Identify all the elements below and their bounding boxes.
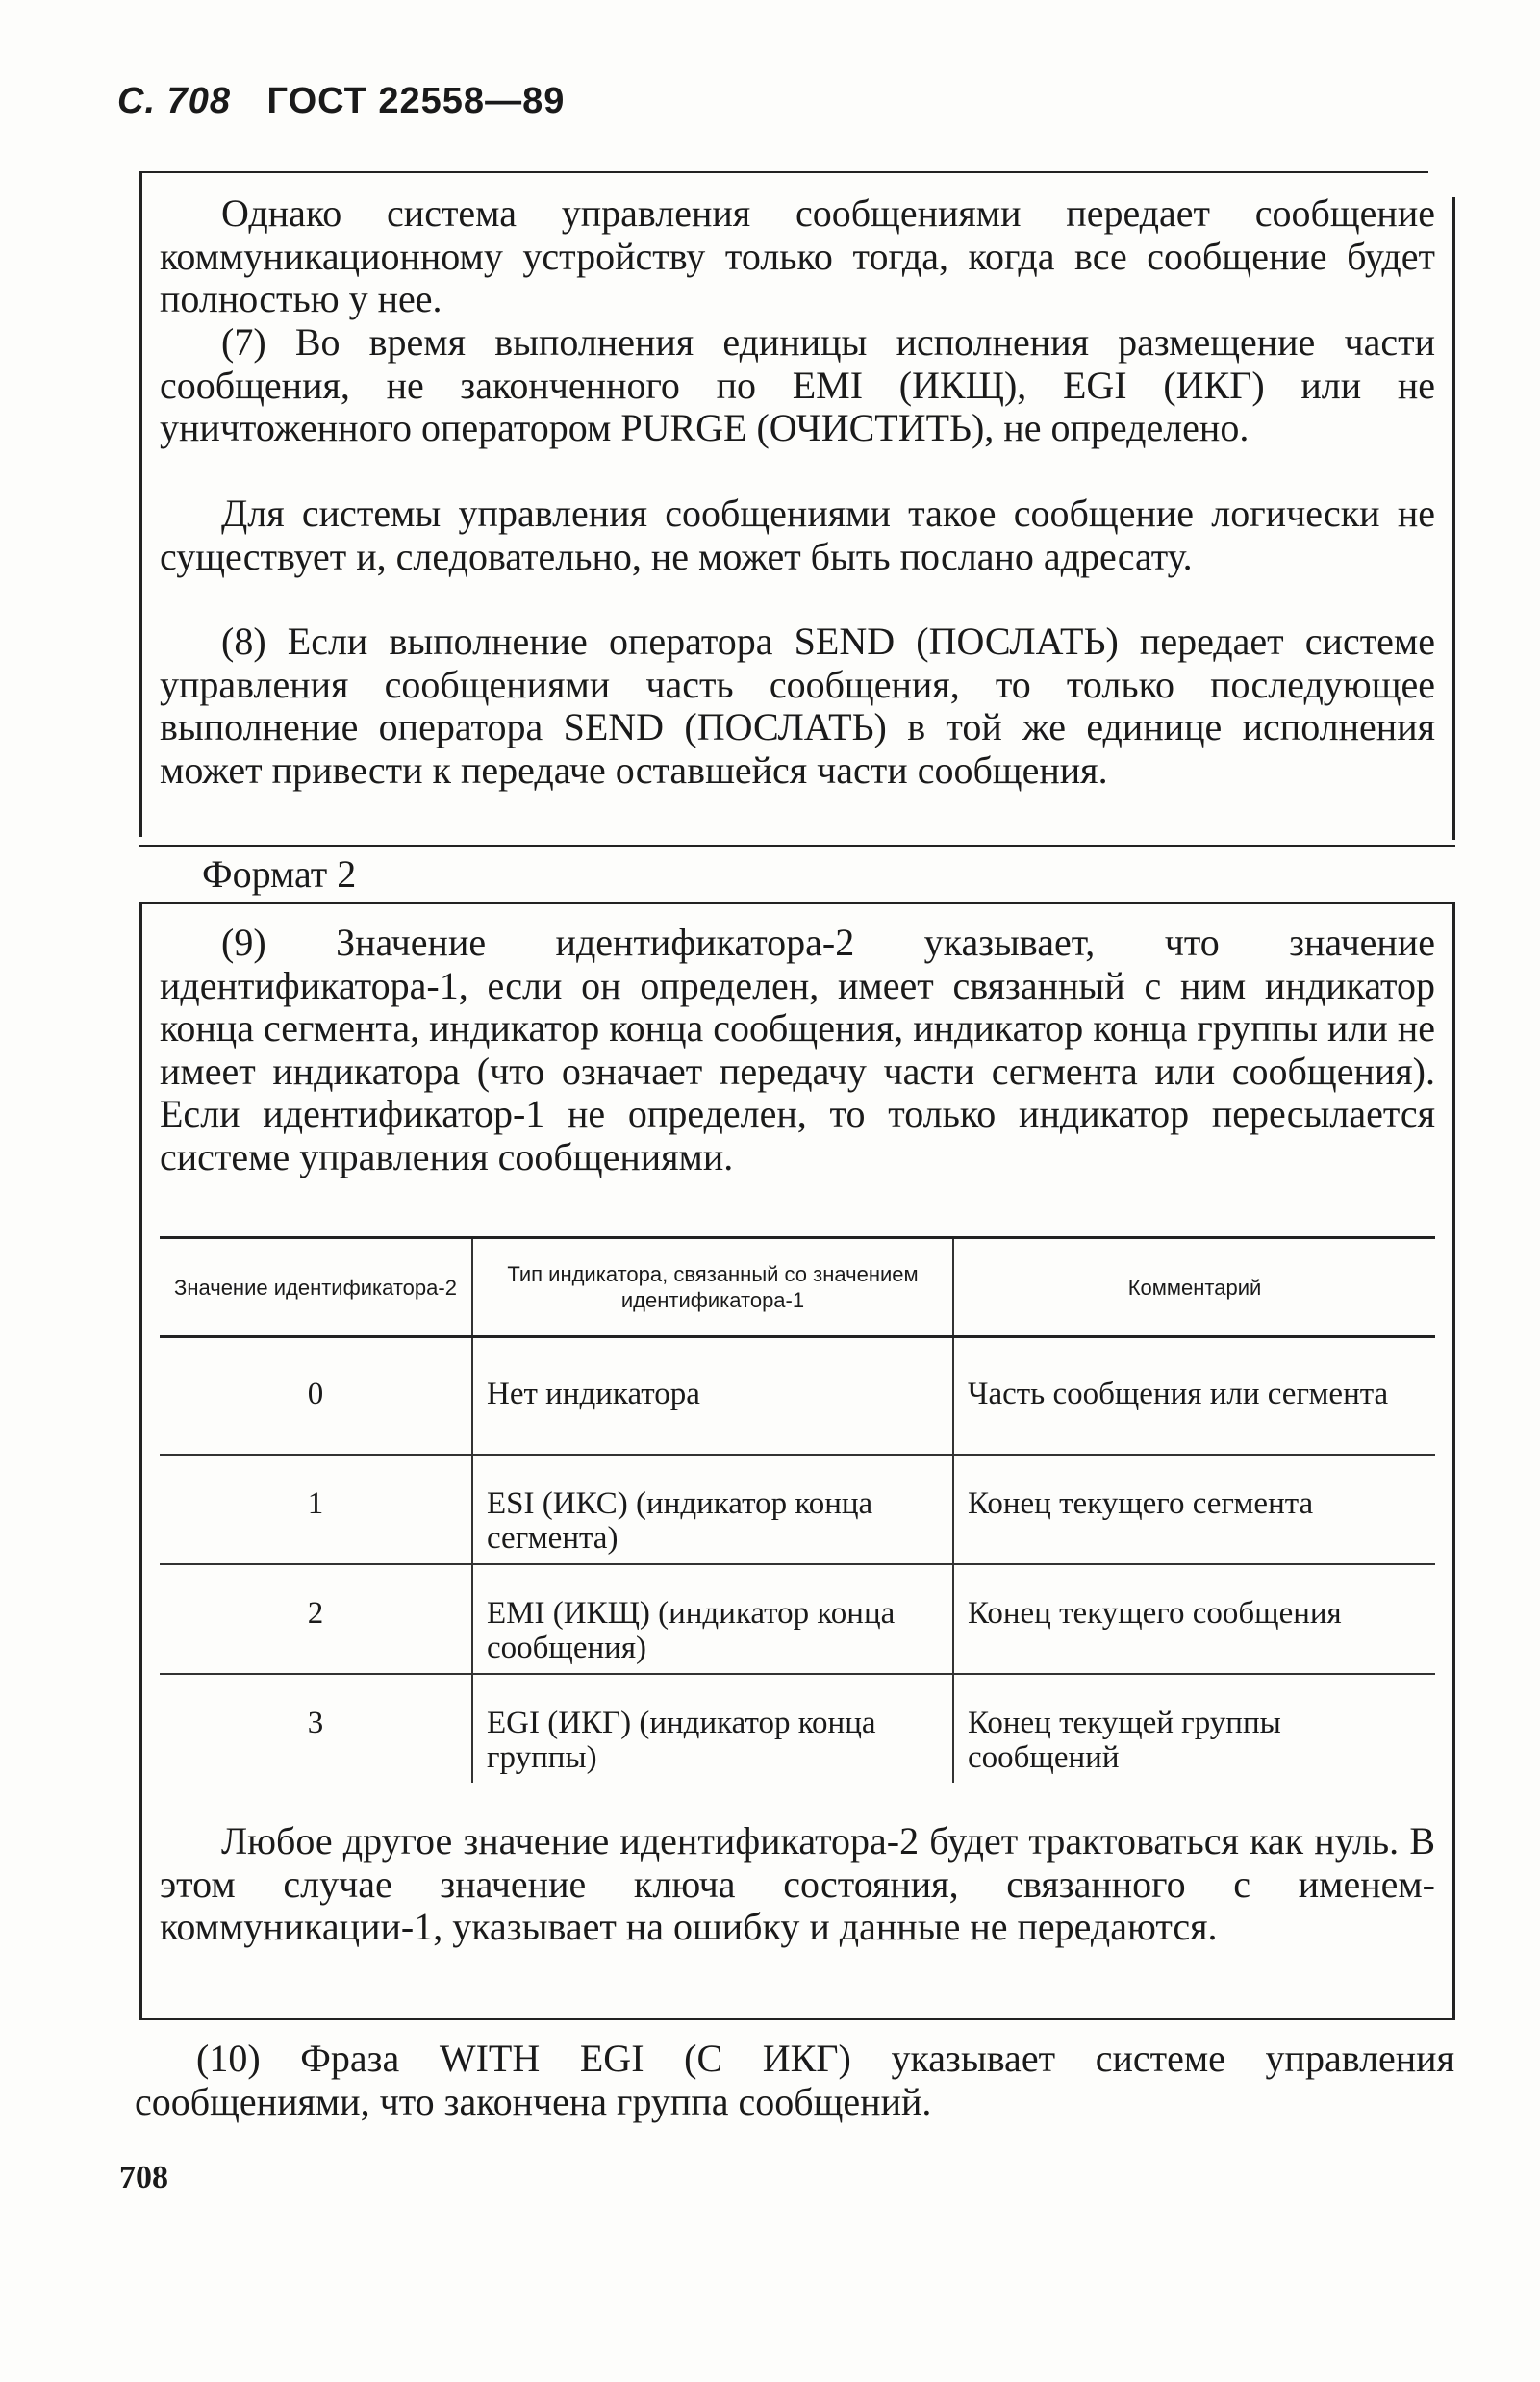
paragraph-other-values: Любое другое значение идентификатора-2 будет трактоваться как нуль. В этом случае значение ключа состояния, связанного с именем-коммуникации-1, указывает на ошибку и данные не передаются. (160, 1819, 1435, 1948)
cell-type: EMI (ИКЩ) (индикатор конца сообщения) (472, 1564, 953, 1674)
cell-comment: Конец текущего сегмента (953, 1455, 1435, 1564)
cell-value: 0 (160, 1337, 472, 1456)
table-row (160, 1674, 1435, 1783)
box2-bottom-rule (139, 2018, 1455, 2020)
cell-type: EGI (ИКГ) (индикатор конца группы) (472, 1674, 953, 1783)
box1-top-rule (139, 171, 1428, 173)
paragraph-logically-absent: Для системы управления сообщениями такое сообщение логически не существует и, следовательно, не может быть послано адресату. (160, 492, 1435, 578)
cell-type: ESI (ИКС) (индикатор конца сегмента) (472, 1455, 953, 1564)
cell-comment: Часть сообщения или сегмента (953, 1337, 1435, 1456)
header-comment: Комментарий (953, 1238, 1435, 1337)
indicator-table (160, 1236, 1435, 1783)
cell-value: 1 (160, 1455, 472, 1564)
header-indicator-type: Тип индикатора, связанный со значением идентификатора-1 (472, 1238, 953, 1337)
format-2-label: Формат 2 (202, 852, 357, 896)
paragraph-9: (9) Значение идентификатора-2 указывает, что значение идентификатора-1, если он определен, имеет связанный с ним индикатор конца сегмента, индикатор конца сообщения, индикатор конца группы или не имеет индикатора (что означает передачу части сегмента или сообщения). Если идентификатор-1 не определен, то только индикатор пересылается системе управления сообщениями. (160, 921, 1435, 1178)
paragraph-8: (8) Если выполнение оператора SEND (ПОСЛАТЬ) передает системе управления сообщениями часть сообщения, то только последующее выполнение оператора SEND (ПОСЛАТЬ) в той же единице исполнения может привести к передаче оставшейся части сообщения. (160, 620, 1435, 792)
paragraph-7: (7) Во время выполнения единицы исполнения размещение части сообщения, не законченного по EMI (ИКЩ), EGI (ИКГ) или не уничтоженного оператором PURGE (ОЧИСТИТЬ), не определено. (160, 320, 1435, 449)
table-row (160, 1564, 1435, 1674)
page-label: С. 708 (117, 81, 231, 121)
header-identifier-value: Значение идентификатора-2 (160, 1238, 472, 1337)
page-header (117, 81, 565, 122)
box2-top-rule (139, 902, 1455, 904)
paragraph-10: (10) Фраза WITH EGI (С ИКГ) указывает системе управления сообщениями, что закончена группа сообщений. (135, 2037, 1454, 2123)
cell-value: 2 (160, 1564, 472, 1674)
box1-right-bar (1452, 197, 1455, 840)
cell-comment: Конец текущего сообщения (953, 1564, 1435, 1674)
paragraph-message-sent: Однако система управления сообщениями передает сообщение коммуникационному устройству только тогда, когда все сообщение будет полностью у нее. (160, 191, 1435, 320)
table-row (160, 1455, 1435, 1564)
footer-page-number: 708 (119, 2160, 168, 2195)
box2-left-bar (139, 902, 142, 2018)
cell-value: 3 (160, 1674, 472, 1783)
cell-type: Нет индикатора (472, 1337, 953, 1456)
cell-comment: Конец текущей группы сообщений (968, 1706, 1281, 1775)
box2-right-bar (1452, 902, 1455, 2018)
box1-left-bar (139, 171, 142, 837)
table-row (160, 1337, 1435, 1456)
standard-number: ГОСТ 22558—89 (266, 81, 566, 121)
table-header-row (160, 1238, 1435, 1337)
box1-bottom-rule (139, 845, 1455, 847)
